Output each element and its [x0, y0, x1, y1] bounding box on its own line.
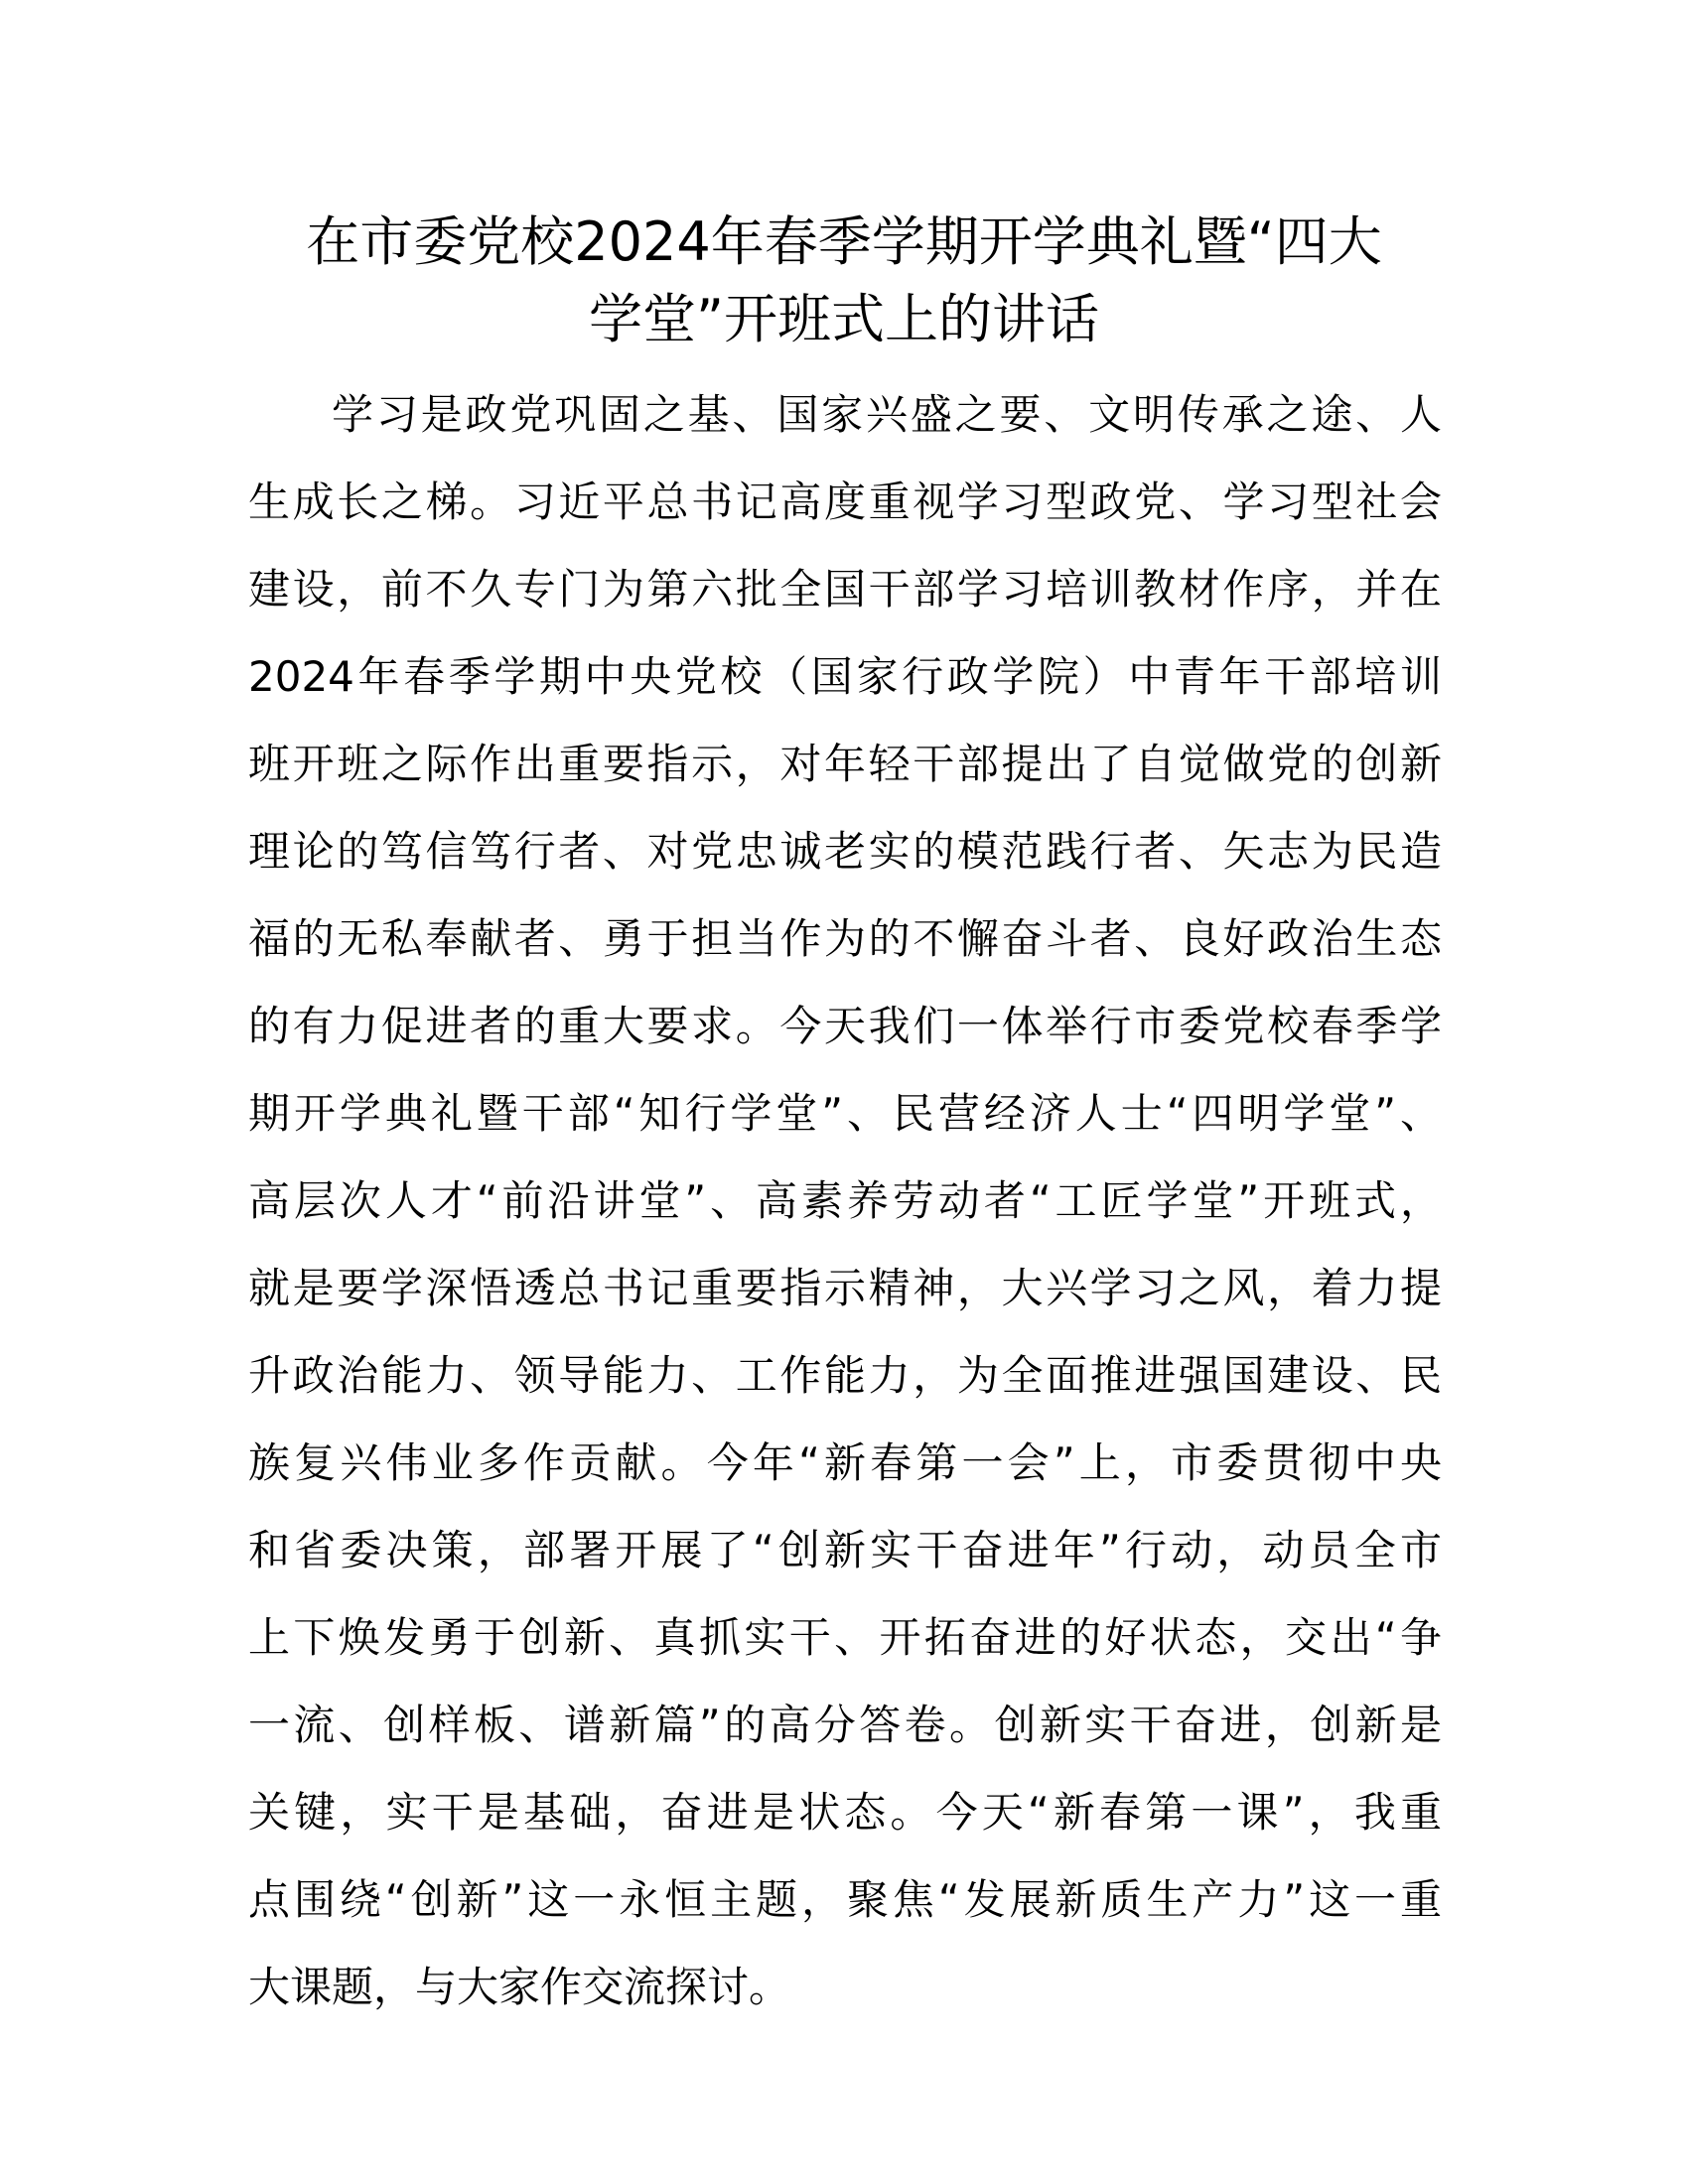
paragraph-line: 学习是政党巩固之基、国家兴盛之要、文明传承之途、人	[332, 390, 1442, 439]
paragraph-line: 期开学典礼暨干部“知行学堂”、民营经济人士“四明学堂”、	[248, 1089, 1442, 1138]
paragraph-line: 一流、创样板、谱新篇”的高分答卷。创新实干奋进，创新是	[248, 1701, 1442, 1749]
paragraph-line: 的有力促进者的重大要求。今天我们一体举行市委党校春季学	[248, 1002, 1442, 1050]
paragraph-line: 班开班之际作出重要指示，对年轻干部提出了自觉做党的创新	[248, 740, 1442, 788]
paragraph-line: 大课题，与大家作交流探讨。	[248, 1963, 791, 2011]
paragraph-line: 生成长之梯。习近平总书记高度重视学习型政党、学习型社会	[248, 478, 1442, 526]
paragraph-line: 就是要学深悟透总书记重要指示精神，大兴学习之风，着力提	[248, 1264, 1442, 1312]
paragraph-line: 理论的笃信笃行者、对党忠诚老实的模范践行者、矢志为民造	[248, 827, 1442, 876]
paragraph-line: 升政治能力、领导能力、工作能力，为全面推进强国建设、民	[248, 1351, 1442, 1400]
paragraph-line: 关键，实干是基础，奋进是状态。今天“新春第一课”，我重	[248, 1788, 1442, 1837]
paragraph-line: 福的无私奉献者、勇于担当作为的不懈奋斗者、良好政治生态	[248, 914, 1442, 963]
paragraph-line: 上下焕发勇于创新、真抓实干、开拓奋进的好状态，交出“争	[248, 1613, 1442, 1662]
paragraph-line: 点围绕“创新”这一永恒主题，聚焦“发展新质生产力”这一重	[248, 1875, 1442, 1924]
speech-paragraph	[248, 371, 1442, 2031]
document-title	[199, 204, 1489, 358]
paragraph-line: 2024年春季学期中央党校（国家行政学院）中青年干部培训	[248, 652, 1442, 701]
paragraph-line: 高层次人才“前沿讲堂”、高素养劳动者“工匠学堂”开班式，	[248, 1176, 1442, 1225]
paragraph-line: 建设，前不久专门为第六批全国干部学习培训教材作序，并在	[248, 565, 1442, 614]
paragraph-line: 族复兴伟业多作贡献。今年“新春第一会”上，市委贯彻中央	[248, 1438, 1442, 1487]
paragraph-line: 和省委决策，部署开展了“创新实干奋进年”行动，动员全市	[248, 1526, 1442, 1574]
title-line-1: 在市委党校2024年春季学期开学典礼暨“四大	[306, 210, 1382, 273]
title-line-2: 学堂”开班式上的讲话	[589, 288, 1099, 350]
